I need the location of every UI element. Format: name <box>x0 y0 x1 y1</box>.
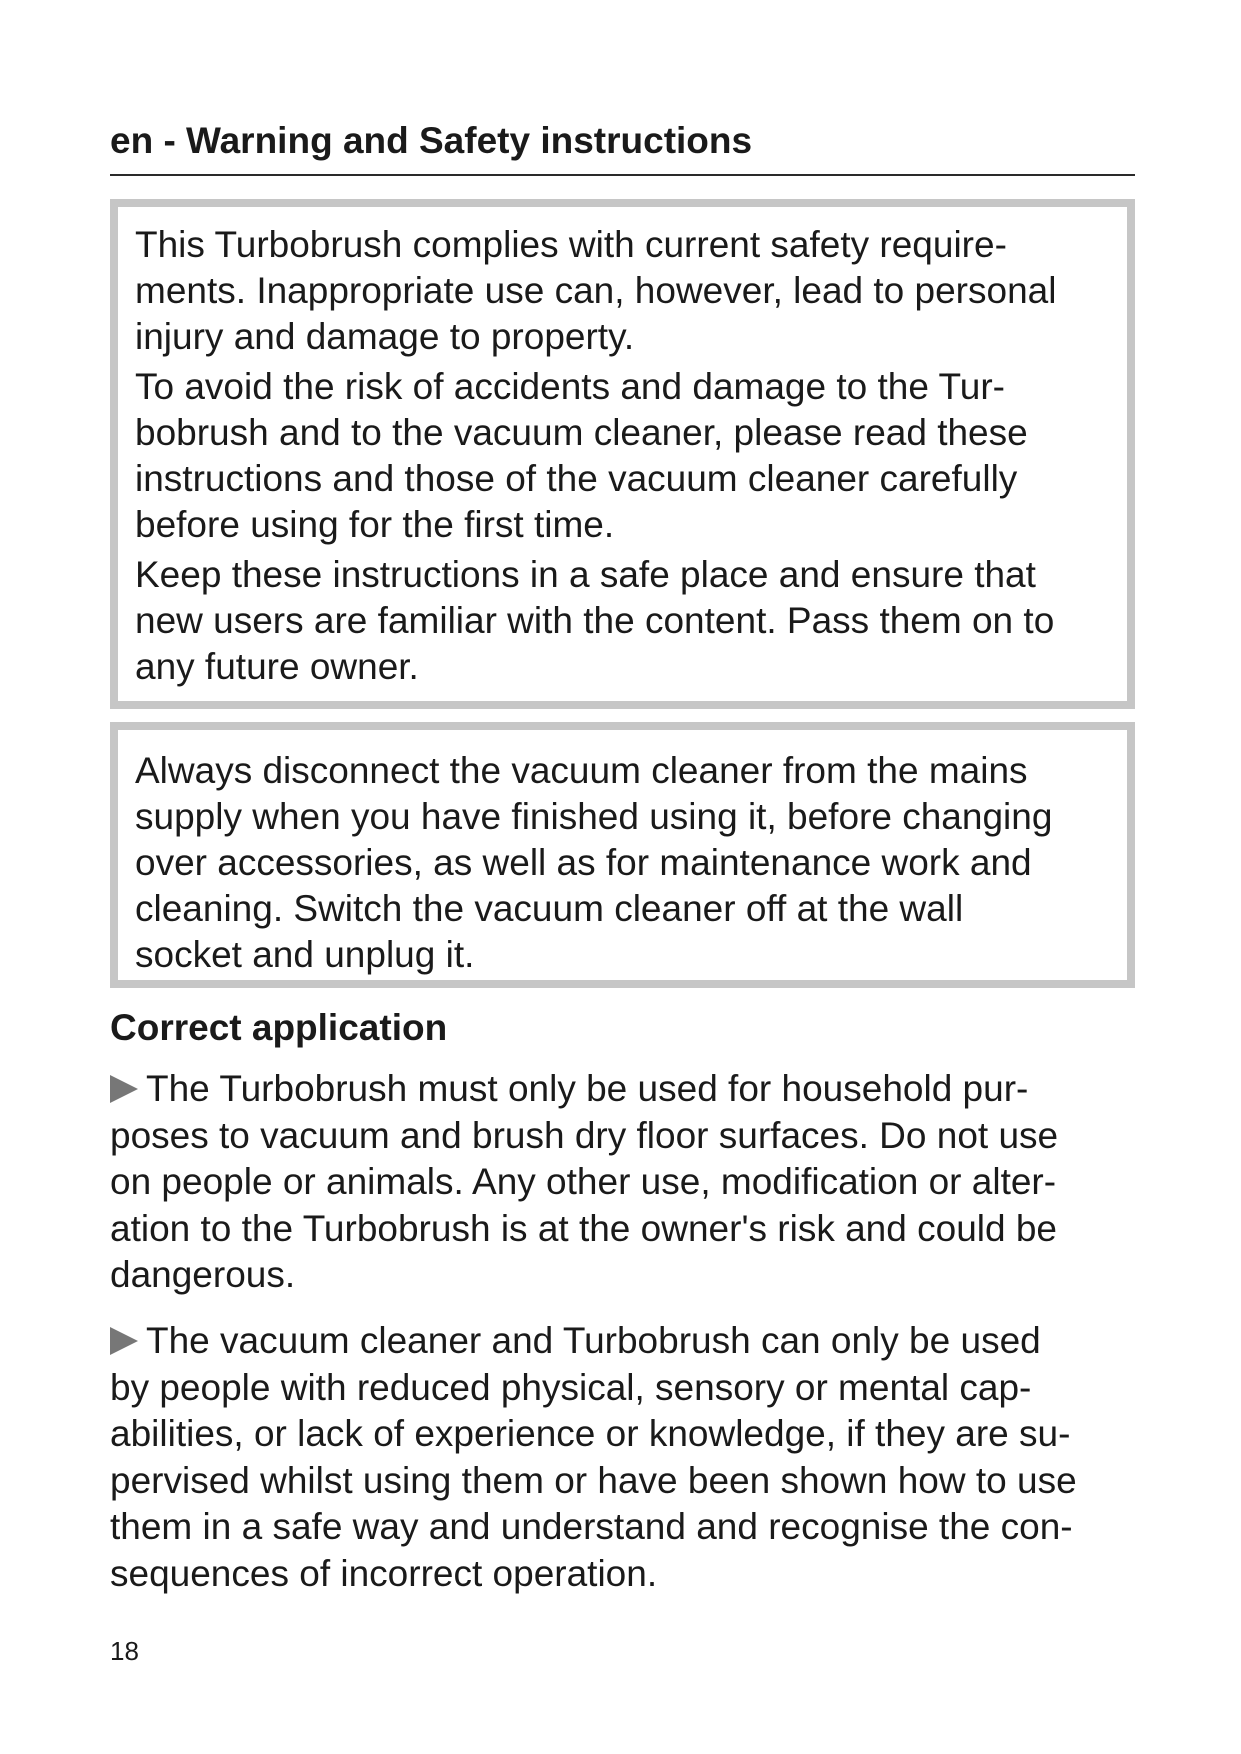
safety-notice-box <box>110 199 1135 709</box>
safety-paragraph-1: This Turbobrush complies with current safety require- ments. Inappropriate use can, however, lead to personal injury and damage to property. <box>135 224 1057 357</box>
section-title-correct-application: Correct application <box>110 1007 448 1048</box>
page-number: 18 <box>110 1636 139 1666</box>
safety-paragraph-2: To avoid the risk of accidents and damage to the Tur- bobrush and to the vacuum cleaner, please read these instructions and those of the vacuum cleaner carefully before using for the first time. <box>135 366 1028 545</box>
bullet-paragraph-supervision: The vacuum cleaner and Turbobrush can only be used by people with reduced physical, sensory or mental cap- abilities, or lack of experience or knowledge, if they are su- pervised whilst using them or have been shown how to use them in a safe way and understand and recognise the con- sequences of incorrect operation. <box>110 1320 1077 1594</box>
safety-paragraph-3: Keep these instructions in a safe place and ensure that new users are familiar with the content. Pass them on to any future owner. <box>135 554 1055 687</box>
bullet-paragraph-household-use: The Turbobrush must only be used for household pur- poses to vacuum and brush dry floor surfaces. Do not use on people or animals. Any other use, modification or alter- ation to the Turbobrush is at the owner's risk and could be dangerous. <box>110 1068 1059 1295</box>
disconnect-paragraph: Always disconnect the vacuum cleaner from the mains supply when you have finished using it, before changing over accessories, as well as for maintenance work and cleaning. Switch the vacuum cleaner off at the wall socket and unplug it. <box>135 750 1053 975</box>
triangle-bullet-icon <box>110 1075 138 1103</box>
disconnect-warning-box <box>110 722 1135 988</box>
page-header-title: en - Warning and Safety instructions <box>110 120 753 161</box>
triangle-bullet-icon <box>110 1327 138 1355</box>
header-divider <box>110 174 1135 176</box>
